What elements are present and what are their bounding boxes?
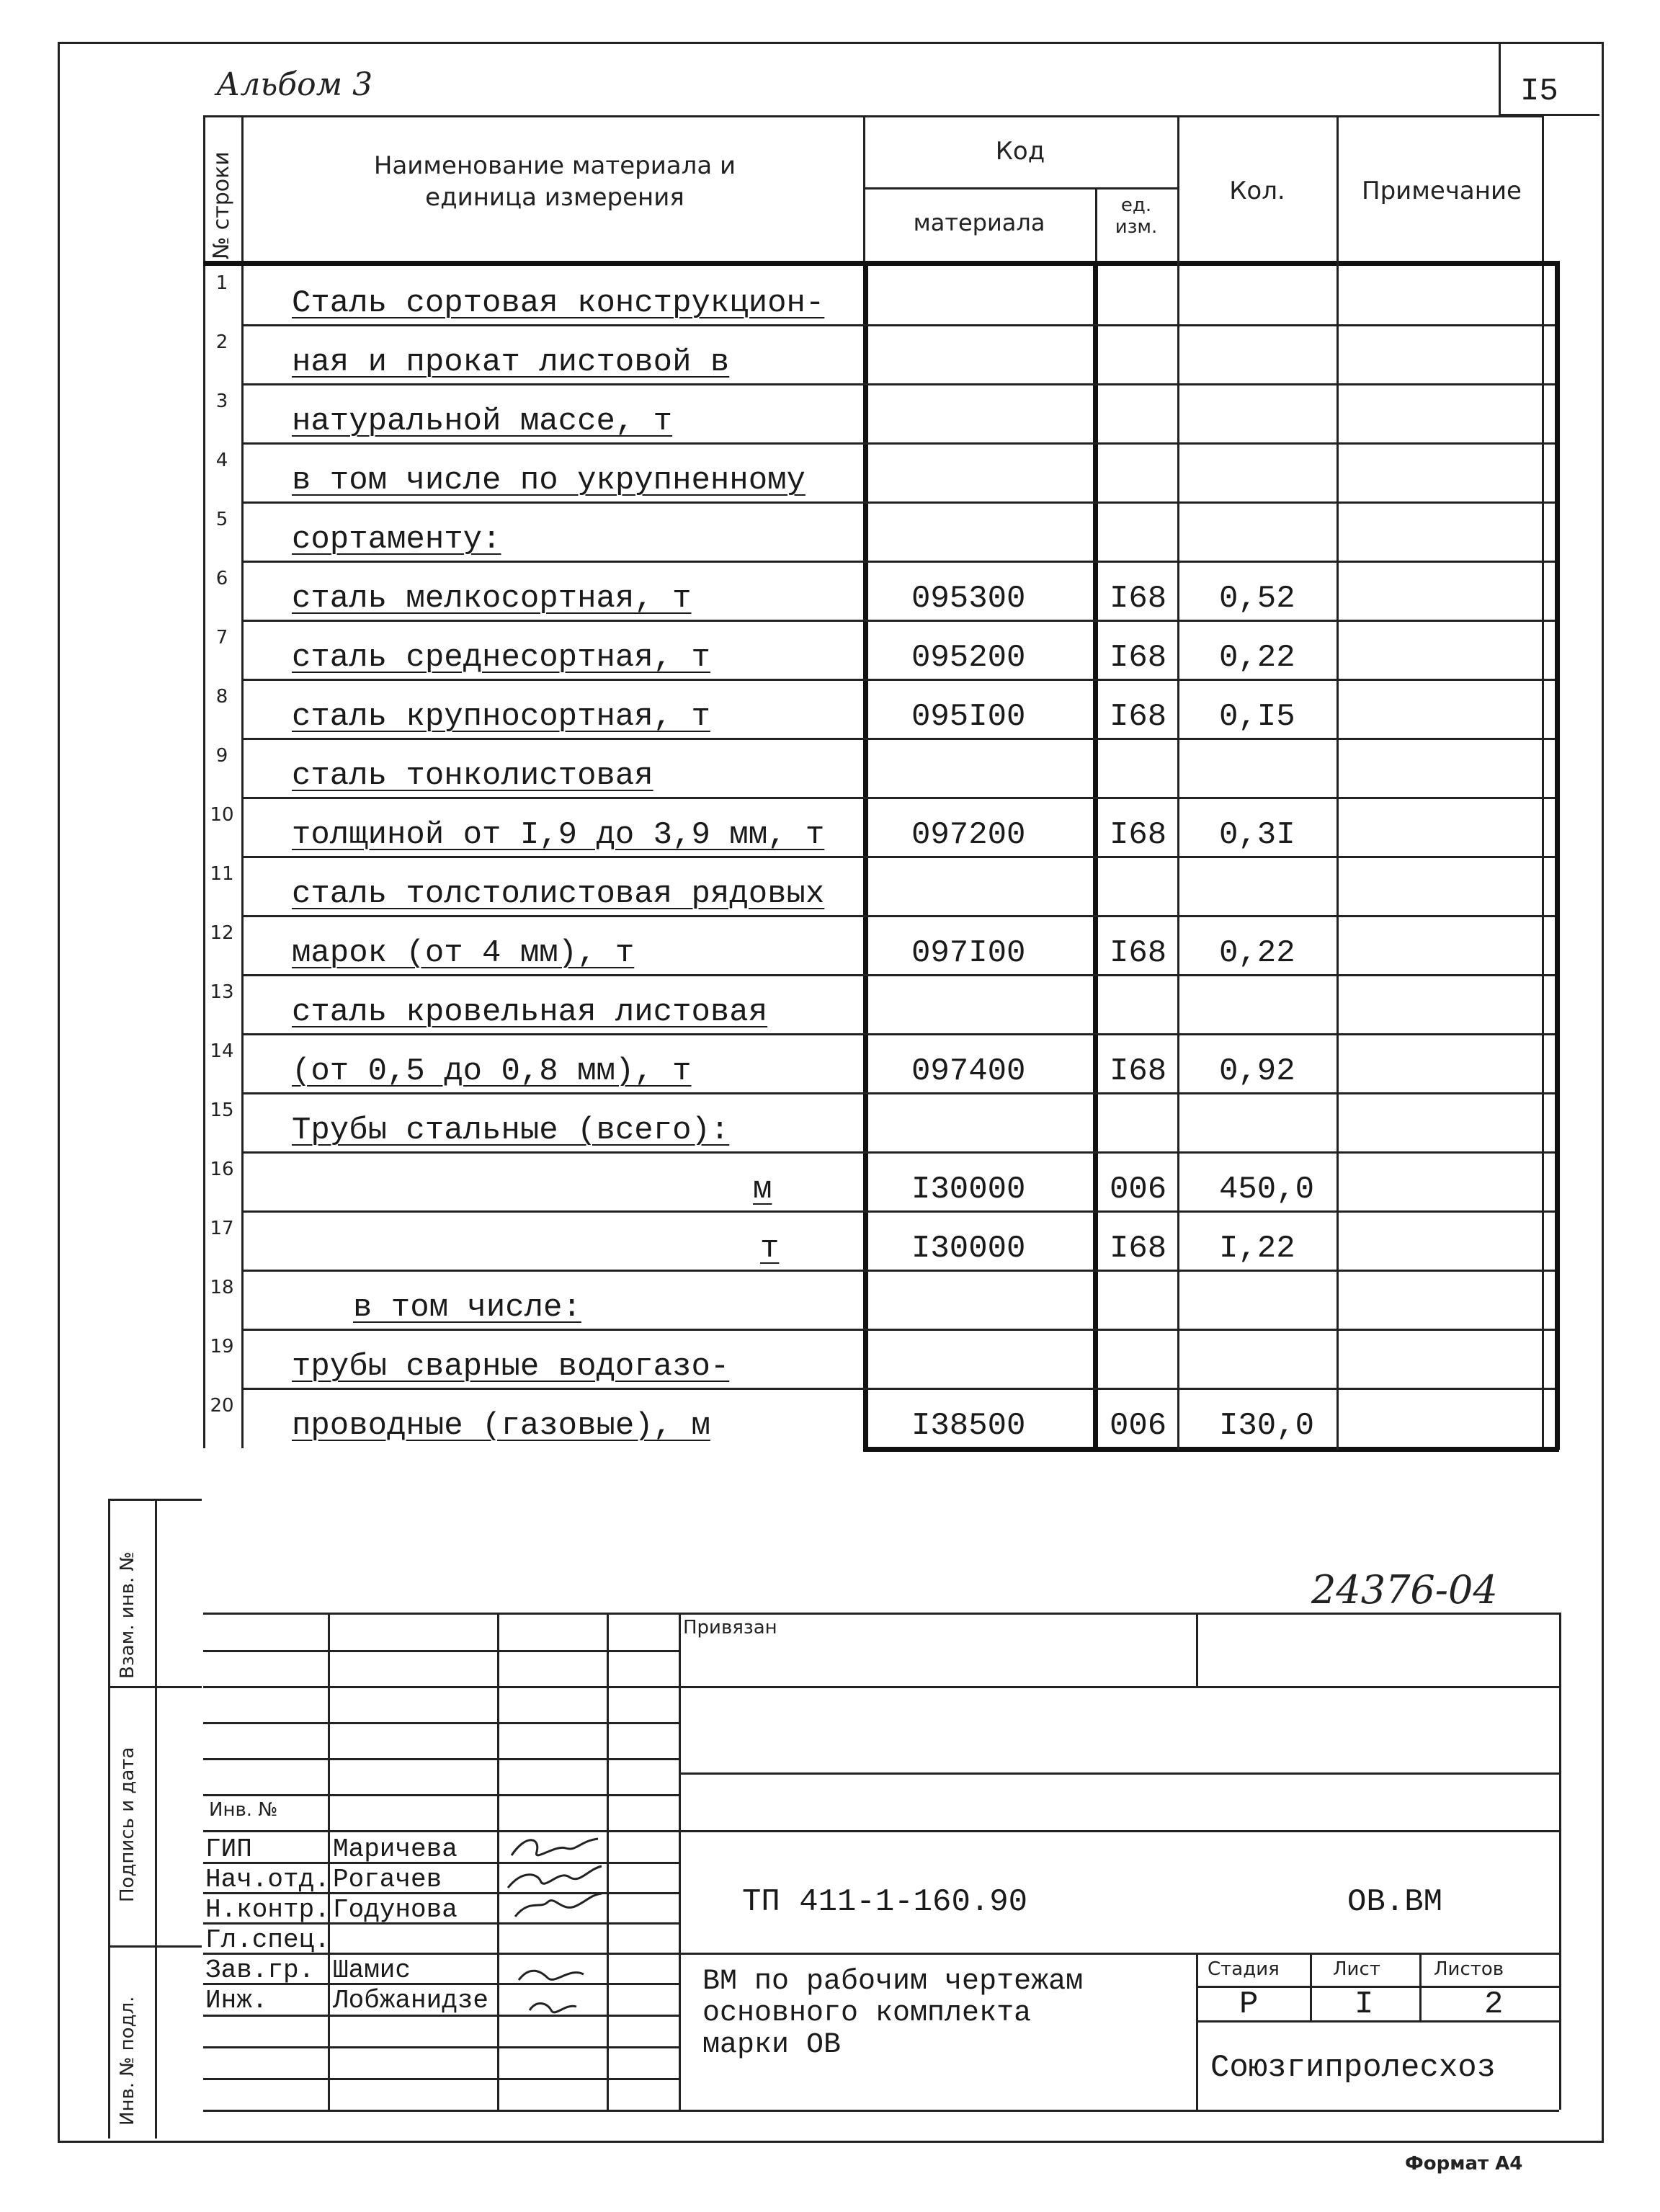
staff-name: Годунова [333,1895,458,1925]
description-line-1: ВМ по рабочим чертежам [702,1966,1084,1998]
data-top-thick [203,261,1559,266]
tb-col-5 [1196,1613,1198,1686]
unit-code: 006 [1110,1408,1167,1444]
row-separator [241,561,1555,563]
stage-value: Р [1239,1986,1259,2023]
row-separator [241,1033,1555,1035]
unit-code: I68 [1110,699,1167,735]
side-label-vzam: Взам. инв. № [117,1551,138,1679]
material-name: натуральной массе, т [292,403,673,440]
material-name: сталь тонколистовая [292,758,653,794]
row-separator [241,679,1555,681]
tb-col-6 [1196,1953,1198,2110]
row-separator [241,738,1555,740]
row-number: 12 [210,922,234,944]
row-separator [241,1329,1555,1331]
note-right-thick [1555,261,1560,1450]
sheet-label: Лист [1333,1958,1380,1980]
material-name: Сталь сортовая конструкцион- [292,285,825,321]
tb-right [1559,1613,1561,2110]
format-label: Формат А4 [1405,2153,1523,2175]
sheets-label: Листов [1434,1958,1504,1980]
tb-col-8 [1419,1953,1422,2020]
stage-label: Стадия [1208,1958,1280,1980]
col-header-note: Примечание [1362,177,1522,205]
staff-role: Нач.отд. [205,1865,330,1894]
material-name: проводные (газовые), м [292,1408,710,1444]
col-header-material: материала [913,209,1045,236]
row-number: 14 [210,1040,234,1062]
organization-name: Союзгипролесхоз [1210,2050,1496,2086]
quantity: 0,52 [1219,581,1295,617]
row-number: 6 [215,568,228,589]
row-number: 18 [210,1277,234,1298]
material-name: трубы сварные водогазо- [292,1349,730,1385]
privyazan-label: Привязан [683,1617,777,1638]
material-name: (от 0,5 до 0,8 мм), т [292,1053,692,1089]
unit-code: I68 [1110,640,1167,676]
row-number: 16 [210,1159,234,1180]
staff-name: Шамис [333,1955,411,1985]
side-strip-div1 [108,1686,202,1688]
quantity: I30,0 [1219,1408,1315,1444]
sheets-value: 2 [1484,1986,1504,2023]
material-code: 097400 [911,1053,1026,1089]
material-name: ная и прокат листовой в [292,344,730,380]
document-number: 24376-04 [1311,1567,1498,1613]
row-separator [241,1210,1555,1213]
unit-code: I68 [1110,581,1167,617]
row-number: 20 [210,1395,234,1417]
album-label: Альбом 3 [216,66,373,103]
row-separator [241,974,1555,976]
row-separator [241,1151,1555,1154]
material-name: толщиной от I,9 до 3,9 мм, т [292,817,825,853]
row-number: 5 [215,509,228,530]
material-name: сортаменту: [292,522,501,558]
col-divider-material [1095,187,1097,263]
code-subheader-line [863,187,1177,189]
quantity: 0,22 [1219,935,1295,971]
quantity: 0,3I [1219,817,1295,853]
row-separator [241,797,1555,799]
sheet-value: I [1355,1986,1374,2023]
description-line-3: марки ОВ [702,2029,842,2061]
material-code: I38500 [911,1408,1026,1444]
row-number: 8 [215,686,228,708]
material-name: марок (от 4 мм), т [292,935,635,971]
unit-code: I68 [1110,1053,1167,1089]
col-divider-unit [1177,115,1179,263]
side-strip-div2 [108,1945,202,1948]
side-strip-top [108,1499,202,1501]
material-name: Трубы стальные (всего): [292,1112,730,1149]
table-right-edge [1542,115,1544,1448]
col-header-unit: ед. изм. [1115,195,1158,238]
staff-name: Маричева [333,1834,458,1864]
signatures-graphic [497,1830,607,2046]
material-code: 097200 [911,817,1026,853]
row-number: 2 [215,331,228,353]
tb-col-4 [679,1613,681,2110]
side-label-inv: Инв. № подл. [117,1996,138,2126]
material-code: I30000 [911,1231,1026,1267]
tb-row-g [203,1830,1559,1832]
description-line-2: основного комплекта [702,1997,1032,2030]
col-header-name: Наименование материала и единица измерения [373,151,736,212]
row-number: 10 [210,804,234,826]
material-code: I30000 [911,1172,1026,1208]
staff-name: Рогачев [333,1865,442,1894]
material-name: сталь кровельная листовая [292,994,768,1030]
tb-row-b [203,1686,1559,1688]
material-name: сталь среднесортная, т [292,640,710,676]
material-code: 095200 [911,640,1026,676]
material-name: сталь толстолистовая рядовых [292,876,825,912]
quantity: 0,92 [1219,1053,1295,1089]
col-divider-rowno [241,115,244,1448]
material-name: в том числе по укрупненному [292,463,806,499]
tb-top [203,1613,1559,1615]
staff-role: ГИП [205,1834,252,1864]
tb-row-k [203,1953,1559,1955]
row-number: 19 [210,1336,234,1357]
col-header-rowno: № строки [209,151,234,259]
row-number: 9 [215,745,228,767]
staff-role: Гл.спец. [205,1925,330,1955]
row-number: 17 [210,1218,234,1239]
document-mark: ОВ.ВМ [1347,1884,1443,1920]
material-name: м [753,1172,772,1208]
row-number: 15 [210,1100,234,1121]
side-label-podpis: Подпись и дата [117,1747,138,1902]
staff-name: Лобжанидзе [333,1986,489,2015]
table-left-edge [203,115,205,1448]
col-divider-qty [1337,115,1339,263]
unit-code: 006 [1110,1172,1167,1208]
staff-role: Н.контр. [205,1895,330,1925]
material-code: 095I00 [911,699,1026,735]
quantity: 0,I5 [1219,699,1295,735]
row-separator [241,856,1555,858]
row-separator [241,501,1555,504]
data-bottom-thick [863,1447,1559,1452]
unit-code: I68 [1110,935,1167,971]
material-name: т [760,1231,780,1267]
row-separator [241,324,1555,326]
material-name: сталь мелкосортная, т [292,581,692,617]
row-number: 13 [210,981,234,1003]
tb-col-3 [607,1613,609,2110]
material-name: сталь крупносортная, т [292,699,710,735]
side-strip-right [155,1499,157,2139]
row-separator [241,915,1555,917]
row-number: 4 [215,450,228,471]
side-strip-left [108,1499,110,2139]
row-number: 1 [215,272,228,294]
quantity: I,22 [1219,1231,1295,1267]
row-number: 11 [210,863,234,885]
row-separator [241,383,1555,385]
quantity: 0,22 [1219,640,1295,676]
col-header-qty: Кол. [1229,177,1285,205]
col-header-code: Код [995,137,1045,166]
staff-role: Зав.гр. [205,1955,315,1985]
material-name: в том числе: [353,1290,581,1326]
row-number: 7 [215,627,228,648]
page-number: I5 [1520,73,1558,110]
row-separator [241,442,1555,445]
material-code: 097I00 [911,935,1026,971]
material-code: 095300 [911,581,1026,617]
table-top-edge [203,115,1542,117]
quantity: 450,0 [1219,1172,1315,1208]
unit-code: I68 [1110,817,1167,853]
row-separator [241,1092,1555,1094]
tb-col-7 [1310,1953,1312,2020]
row-number: 3 [215,391,228,412]
tb-row-e [679,1772,1559,1775]
tb-row-r [203,2110,1559,2112]
unit-code: I68 [1110,1231,1167,1267]
inv-no-label: Инв. № [209,1799,278,1821]
page-number-divider [1499,42,1501,114]
row-separator [241,1270,1555,1272]
row-separator [241,1388,1555,1390]
staff-role: Инж. [205,1986,268,2015]
project-code: ТП 411-1-160.90 [742,1884,1028,1920]
tb-col-1 [328,1613,330,2110]
row-separator [241,620,1555,622]
